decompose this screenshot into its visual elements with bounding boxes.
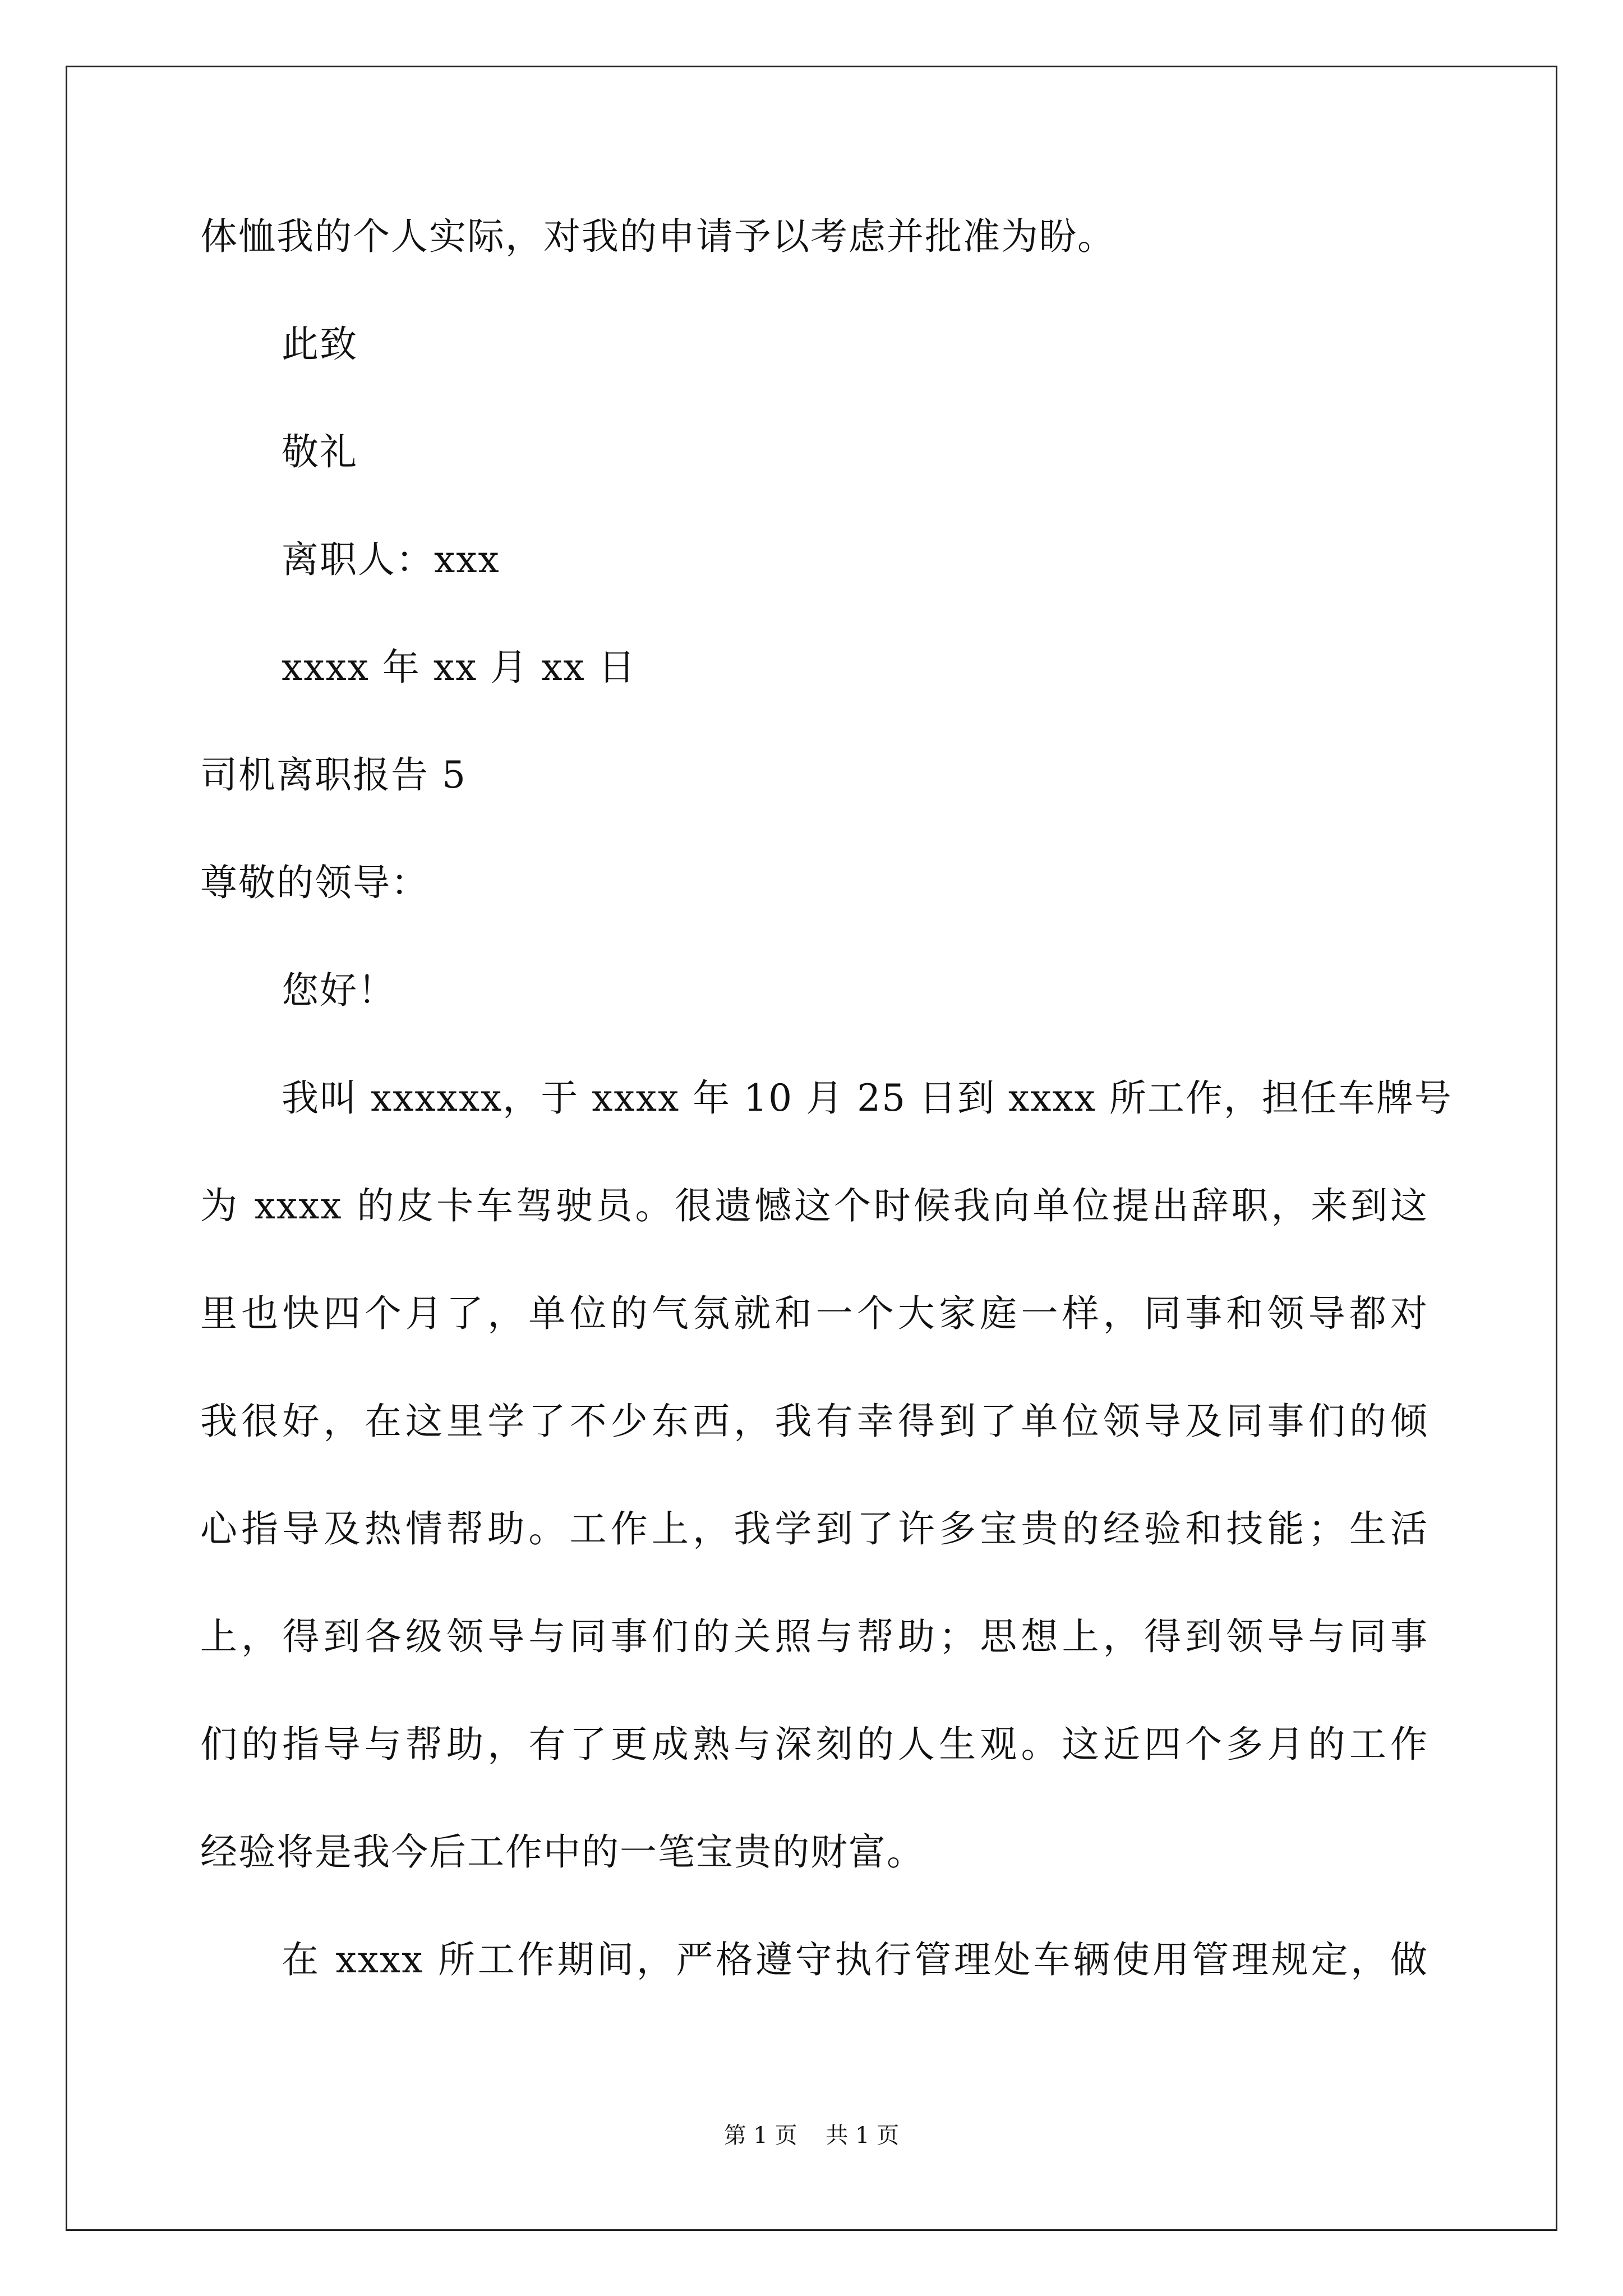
paragraph-line: 里也快四个月了，单位的气氛就和一个大家庭一样，同事和领导都对	[200, 1292, 1428, 1335]
section-title: 司机离职报告 5	[200, 753, 467, 797]
paragraph-line: 为 xxxx 的皮卡车驾驶员。很遗憾这个时候我向单位提出辞职，来到这	[200, 1184, 1428, 1227]
paragraph-line: 们的指导与帮助，有了更成熟与深刻的人生观。这近四个多月的工作	[200, 1723, 1428, 1766]
paragraph-line: 我很好，在这里学了不少东西，我有幸得到了单位领导及同事们的倾	[200, 1400, 1428, 1443]
page-border	[66, 66, 1557, 2231]
closing-salutation: 此致	[282, 323, 358, 366]
paragraph-line: 上，得到各级领导与同事们的关照与帮助；思想上，得到领导与同事	[200, 1615, 1428, 1658]
paragraph-line: 经验将是我今后工作中的一笔宝贵的财富。	[200, 1830, 925, 1874]
greeting-recipient: 尊敬的领导：	[200, 861, 429, 904]
signature-date: xxxx 年 xx 月 xx 日	[282, 646, 637, 689]
paragraph-line: 我叫 xxxxxx，于 xxxx 年 10 月 25 日到 xxxx 所工作，担任车牌号	[282, 1076, 1453, 1120]
paragraph-line: 心指导及热情帮助。工作上，我学到了许多宝贵的经验和技能；生活	[200, 1507, 1428, 1550]
page-footer: 第 1 页 共 1 页	[723, 2123, 900, 2148]
paragraph-line: 体恤我的个人实际，对我的申请予以考虑并批准为盼。	[200, 215, 1115, 258]
signature-name: 离职人：xxx	[282, 538, 500, 581]
paragraph-line: 在 xxxx 所工作期间，严格遵守执行管理处车辆使用管理规定，做	[282, 1938, 1428, 1981]
greeting: 您好！	[282, 969, 396, 1012]
closing-regards: 敬礼	[282, 430, 358, 473]
